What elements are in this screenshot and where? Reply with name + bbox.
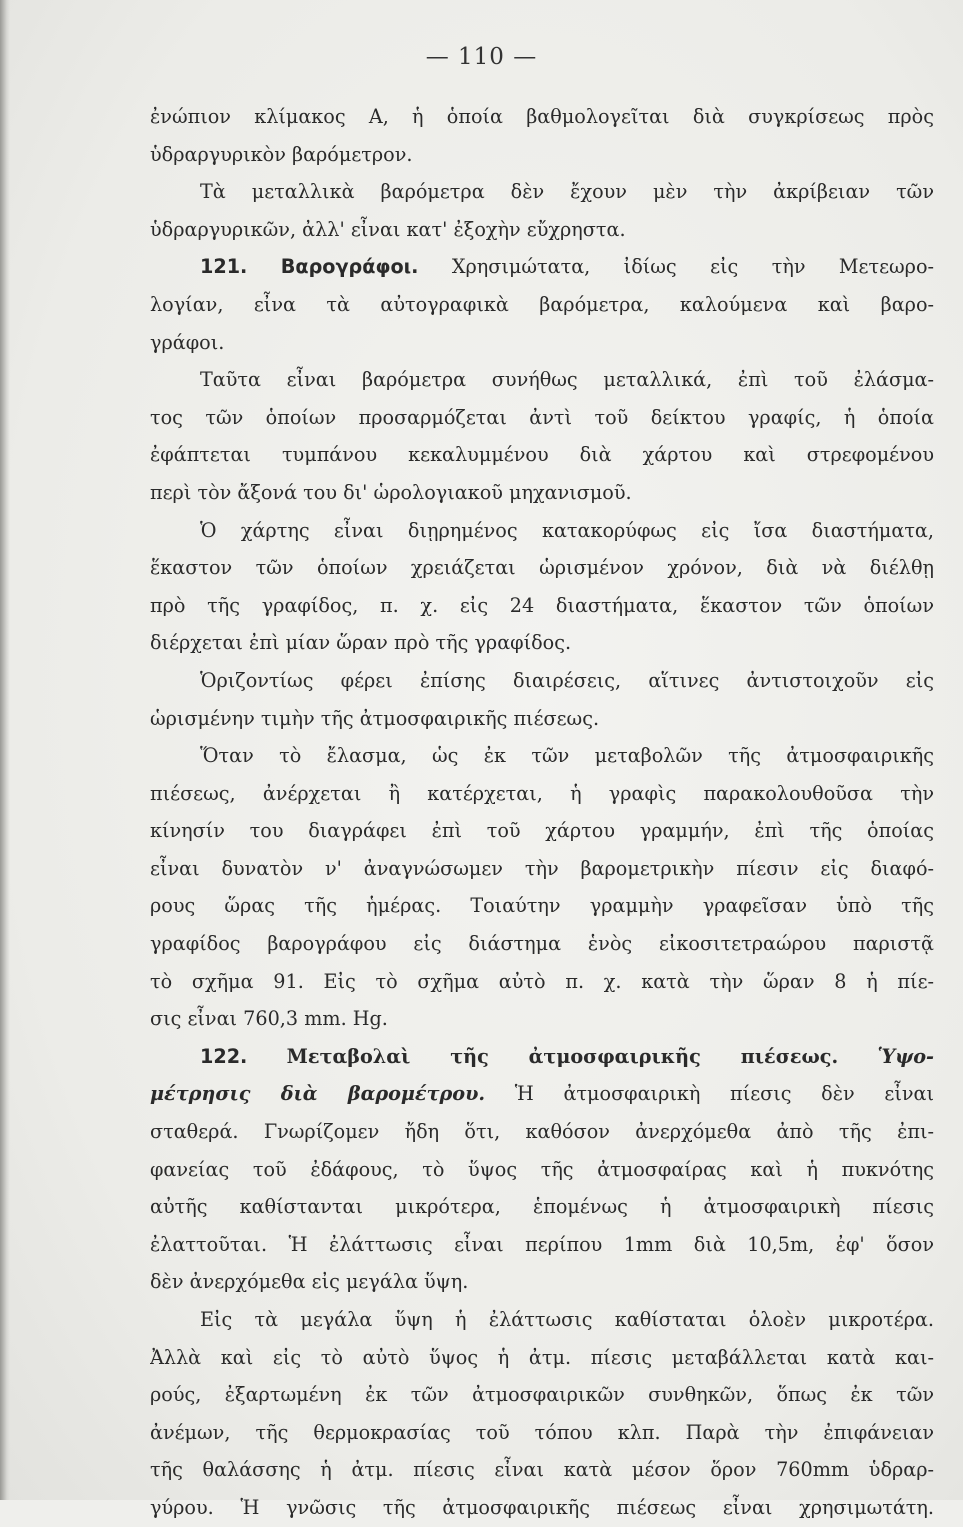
text-line: γύρου. Ἡ γνῶσις τῆς ἀτμοσφαιρικῆς πιέσεως εἶναι χρησιμωτάτη. <box>150 1495 934 1519</box>
section-title: Βαρογράφοι. <box>280 255 419 279</box>
section-122-heading-line <box>150 1038 934 1076</box>
text-line: τῆς θαλάσσης ἡ ἀτμ. πίεσις εἶναι κατὰ μέσον ὅρον 760mm ὑδραρ- <box>150 1458 934 1482</box>
text-line: φανείας τοῦ ἐδάφους, τὸ ὕψος τῆς ἀτμοσφαίρας καὶ ἡ πυκνότης <box>150 1157 934 1181</box>
text-line: πιέσεως, ἀνέρχεται ἢ κατέρχεται, ἡ γραφὶς παρακολουθοῦσα τὴν <box>150 781 934 805</box>
text-line: ὑδραργυρικῶν, ἀλλ' εἶναι κατ' ἐξοχὴν εὔχρηστα. <box>150 217 626 241</box>
text-line: σταθερά. Γνωρίζομεν ἤδη ὅτι, καθόσον ἀνερχόμεθα ἀπὸ τῆς ἐπι- <box>150 1120 934 1144</box>
text-line: Ὁ χάρτης εἶναι διῃρημένος κατακορύφως εἰς ἴσα διαστήματα, <box>200 518 934 542</box>
text-line: γράφοι. <box>150 330 225 354</box>
text-line: γραφίδος βαρογράφου εἰς διάστημα ἑνὸς εἰκοσιτετραώρου παριστᾷ <box>150 932 934 956</box>
text-line: λογίαν, εἶνα τὰ αὐτογραφικὰ βαρόμετρα, καλούμενα καὶ βαρο- <box>150 292 934 316</box>
section-number: 121. <box>200 255 248 279</box>
text-line: διέρχεται ἐπὶ μίαν ὥραν πρὸ τῆς γραφίδος. <box>150 631 572 655</box>
text-line: τος τῶν ὁποίων προσαρμόζεται ἀντὶ τοῦ δείκτου γραφίς, ἡ ὁποία <box>150 405 934 429</box>
text-line: ἐφάπτεται τυμπάνου κεκαλυμμένου διὰ χάρτου καὶ στρεφομένου <box>150 443 934 467</box>
text-line: σις εἶναι 760,3 mm. Hg. <box>150 1007 388 1031</box>
text-line: ἀνέμων, τῆς θερμοκρασίας τοῦ τόπου κλπ. Παρὰ τὴν ἐπιφάνειαν <box>150 1420 934 1444</box>
text-line: Ὅταν τὸ ἔλασμα, ὡς ἐκ τῶν μεταβολῶν τῆς ἀτμοσφαιρικῆς <box>200 744 934 768</box>
text-run: Χρησιμώτατα, ἰδίως εἰς τὴν Μετεωρο- <box>451 255 934 279</box>
text-line: Ὁριζοντίως φέρει ἐπίσης διαιρέσεις, αἵτινες ἀντιστοιχοῦν εἰς <box>200 668 934 692</box>
page-body <box>150 98 934 1527</box>
section-121-heading-line <box>150 248 934 286</box>
text-line: ἐνώπιον κλίμακος Α, ἡ ὁποία βαθμολογεῖται διὰ συγκρίσεως πρὸς <box>150 105 934 128</box>
text-line: κίνησίν του διαγράφει ἐπὶ τοῦ χάρτου γραμμήν, ἐπὶ τῆς ὁποίας <box>150 819 934 843</box>
text-line: Ἀλλὰ καὶ εἰς τὸ αὐτὸ ὕψος ἡ ἀτμ. πίεσις μεταβάλλεται κατὰ και- <box>150 1345 934 1369</box>
text-line: ρούς, ἐξαρτωμένη ἐκ τῶν ἀτμοσφαιρικῶν συνθηκῶν, ὅπως ἐκ τῶν <box>150 1383 934 1407</box>
text-line: δὲν ἀνερχόμεθα εἰς μεγάλα ὕψη. <box>150 1270 469 1294</box>
text-line: ὡρισμένην τιμὴν τῆς ἀτμοσφαιρικῆς πιέσεως. <box>150 706 600 730</box>
text-line: Ταῦτα εἶναι βαρόμετρα συνήθως μεταλλικά, ἐπὶ τοῦ ἐλάσμα- <box>200 368 934 392</box>
page-number: — 110 — <box>425 44 538 70</box>
section-subtitle: Ὑψο- <box>877 1044 934 1068</box>
section-subtitle: μέτρησις διὰ βαρομέτρου. <box>150 1082 486 1106</box>
text-line: Τὰ μεταλλικὰ βαρόμετρα δὲν ἔχουν μὲν τὴν ἀκρίβειαν τῶν <box>200 180 934 204</box>
section-number: 122. <box>200 1044 248 1068</box>
text-line: ἕκαστον τῶν ὁποίων χρειάζεται ὡρισμένον χρόνον, διὰ νὰ διέλθῃ <box>150 556 934 580</box>
text-line: πρὸ τῆς γραφίδος, π. χ. εἰς 24 διαστήματα, ἕκαστον τῶν ὁποίων <box>150 593 934 617</box>
text-run: Ἡ ἀτμοσφαιρικὴ πίεσις δὲν εἶναι <box>514 1082 934 1106</box>
text-line: ὑδραργυρικὸν βαρόμετρον. <box>150 142 413 166</box>
text-line: Εἰς τὰ μεγάλα ὕψη ἡ ἐλάττωσις καθίσταται ὁλοὲν μικροτέρα. <box>200 1308 934 1331</box>
text-line: τὸ σχῆμα 91. Εἰς τὸ σχῆμα αὐτὸ π. χ. κατὰ τὴν ὥραν 8 ἡ πίε- <box>150 969 934 993</box>
text-line: ἐλαττοῦται. Ἡ ἐλάττωσις εἶναι περίπου 1mm διὰ 10,5m, ἐφ' ὅσον <box>150 1232 934 1256</box>
text-line: ρους ὥρας τῆς ἡμέρας. Τοιαύτην γραμμὴν γραφεῖσαν ὑπὸ τῆς <box>150 894 934 918</box>
text-line: περὶ τὸν ἄξονά του δι' ὡρολογιακοῦ μηχανισμοῦ. <box>150 480 632 504</box>
page-binding-edge <box>0 0 10 1500</box>
text-line: εἶναι δυνατὸν ν' ἀναγνώσωμεν τὴν βαρομετρικὴν πίεσιν εἰς διαφό- <box>150 856 934 880</box>
section-title: Μεταβολαὶ τῆς ἀτμοσφαιρικῆς πιέσεως. <box>286 1044 839 1068</box>
section-122-second-line <box>150 1075 934 1113</box>
text-line: αὐτῆς καθίστανται μικρότερα, ἑπομένως ἡ ἀτμοσφαιρικὴ πίεσις <box>150 1195 934 1219</box>
